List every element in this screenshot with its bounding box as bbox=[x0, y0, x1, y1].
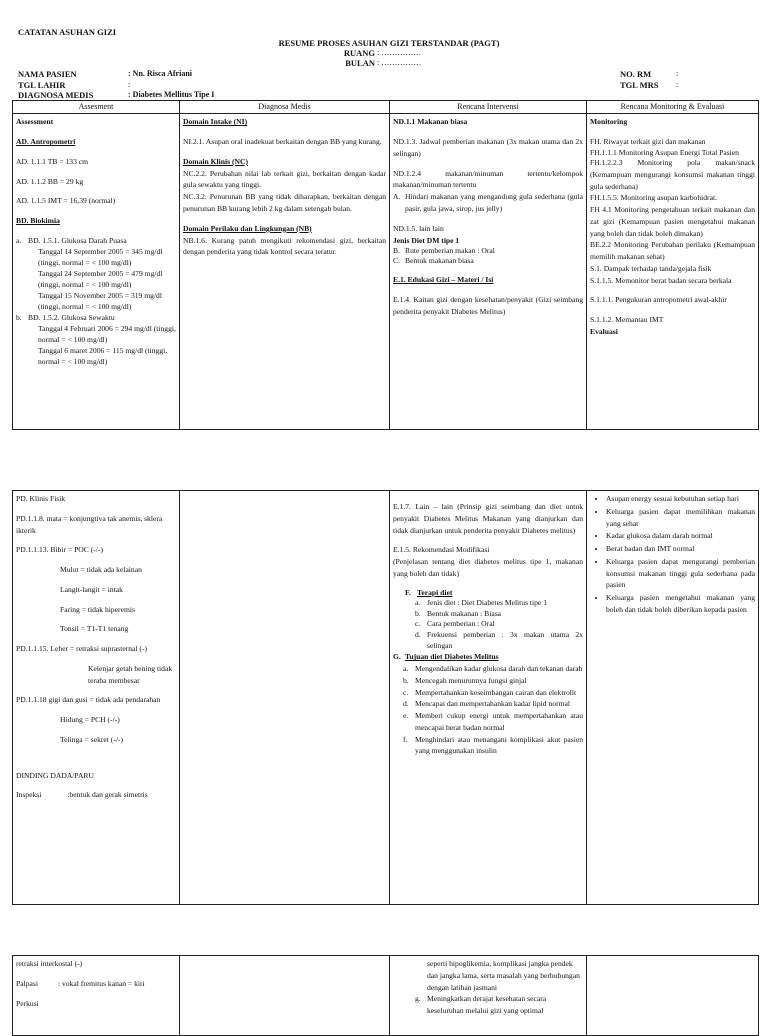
list-item: F. Terapi diet a. Jenis diet : Diet Diabetes Melitus tipe 1 b. Bentuk makanan : Biasa c. Cara pemberian : Oral d. Frekuensi pemberian : 3x makan utama 2x selingan bbox=[405, 587, 583, 650]
nama-pasien-label: NAMA PASIEN bbox=[18, 69, 77, 79]
table-header-row bbox=[13, 101, 759, 114]
pagt-table-section-1 bbox=[12, 100, 759, 430]
list-item: A. Hindari makanan yang mengandung gula sederhana (gula pasir, gula jawa, sirop, jus jelly) bbox=[393, 192, 583, 213]
klinis-fisik-cell bbox=[13, 491, 180, 905]
pd-langit: Langit-langit = intak bbox=[60, 584, 123, 594]
e-1-5-title: E.1.5. Rekomendasi Modifikasi bbox=[393, 545, 490, 555]
ni-text: NI.2.1. Asupan oral inadekuat berkaitan dengan BB yang kurang. bbox=[183, 137, 382, 147]
list-item: d. Mencapai dan mempertahankan kadar lipid normal bbox=[403, 699, 570, 709]
list-item: g. Meningkatkan derajat kesehatan secara keseluruhan melalui gizi yang optimal bbox=[415, 994, 547, 1016]
no-rm-label: NO. RM bbox=[620, 69, 652, 79]
ad-tb: AD. 1.1.1 TB = 133 cm bbox=[16, 156, 89, 166]
jenis-diet-title: Jenis Diet DM tipe 1 bbox=[393, 235, 460, 245]
list-item: a. Jenis diet : Diet Diabetes Melitus tipe 1 bbox=[415, 598, 548, 608]
table-row bbox=[13, 114, 759, 430]
pd-mata: PD.1.1.8. mata = konjungtiva tak anemis, sklera ikterik bbox=[16, 513, 163, 535]
empty-diagnosa-cell bbox=[180, 491, 390, 905]
list-item: b. Mencegah menurunnya fungsi ginjal bbox=[403, 675, 527, 685]
tgl-mrs-label: TGL MRS bbox=[620, 80, 659, 90]
retraksi-text: retraksi interkostal (-) bbox=[16, 959, 83, 968]
monitoring-cell bbox=[587, 114, 759, 430]
header-rencana-monitoring: Rencana Monitoring & Evaluasi bbox=[587, 101, 759, 114]
dinding-dada-title: DINDING DADA/PARU bbox=[16, 770, 94, 780]
edukasi-title: E.1. Edukasi Gizi – Materi / Isi bbox=[393, 275, 494, 284]
ruang-label: RUANG bbox=[343, 48, 375, 58]
ruang-value: : …………… bbox=[377, 48, 422, 57]
diagnosa-cell bbox=[180, 114, 390, 430]
evaluasi-cell bbox=[587, 491, 759, 905]
header-assesment: Assesment bbox=[13, 101, 180, 114]
evaluasi-list bbox=[590, 493, 755, 616]
e-1-4: E.1.4. Kaitan gizi dengan kesehatan/penyakit (Gizi seimbang penderita penyakit Diabetes Melitus) bbox=[393, 294, 583, 316]
ad-imt: AD. 1.1.5 IMT = 16,39 (normal) bbox=[16, 196, 116, 206]
list-item: b. BD. 1.5.2. Glukosa Sewaktu Tanggal 4 Februari 2006 = 294 mg/dl (tinggi, normal = < 100 mg/dl) Tanggal 6 maret 2006 = 115 mg/dl (tinggi, normal = < 100 mg/dl) bbox=[16, 312, 176, 366]
pd-tonsil: Tonsil = T1-T1 tenang bbox=[60, 624, 129, 634]
nama-pasien-value: : Nn. Risca Afriani bbox=[128, 69, 192, 78]
antropometri-title: AD. Antropometri bbox=[16, 137, 76, 147]
pd-leher: PD.1.1.15. Leher = retraksi suprasternal (-) bbox=[16, 644, 148, 654]
e-1-7: E.1.7. Lain – lain (Prinsip gizi seimbang dan diet untuk penyakit Diabetes Melitus Makanan yang dianjurkan dan tidak dianjurkan untuk penderita penyakit Diabetes melitus) bbox=[393, 502, 583, 535]
pd-telinga: Telinga = sekret (-/-) bbox=[60, 734, 123, 744]
be-2-2: BE.2.2 Monitoring Perubahan perilaku (Kemampuan memilih makanan sehat) bbox=[590, 240, 755, 262]
domain-perilaku-title: Domain Perilaku dan Lingkungan (NB) bbox=[183, 223, 312, 233]
header-diagnosa-medis: Diagnosa Medis bbox=[180, 101, 390, 114]
nc-text-2: NC.3.2. Penurunan BB yang tidak diharapkan, berkaitan dengan penurunan BB kurang lebih 2 kg dalam setengah bulan. bbox=[183, 192, 386, 213]
pd-kelenjar: Kelenjar getah bening tidak teraba membesar bbox=[88, 663, 173, 685]
no-rm-value: : bbox=[676, 69, 679, 78]
list-item: a. BD. 1.5.1. Glukosa Darah Puasa Tanggal 14 September 2005 = 345 mg/dl (tinggi, normal = < 100 mg/dl) Tanggal 24 September 2005 = 479 mg/dl (tinggi, normal = < 100 mg/dl) Tanggal 15 November 2005 = 319 mg/dl (tinggi, normal = < 100 mg/dl) bbox=[16, 235, 163, 311]
tgl-mrs-value: : bbox=[676, 80, 679, 89]
list-item: f. Menghindari atau menangani komplikasi akut pasien yang menggunakan insulin bbox=[403, 734, 583, 756]
nc-text-1: NC.2.2. Perubahan nilai lab terkait gizi, berkaitan dengan kadar gula sewaktu yang tinggi. bbox=[183, 168, 386, 190]
nd-1-2-4: ND.1.2.4 makanan/minuman tertentu/kelompok makanan/minuman tertentu bbox=[393, 168, 583, 190]
pagt-table-section-2 bbox=[12, 490, 759, 905]
bulan-label: BULAN bbox=[345, 58, 375, 68]
document-title: RESUME PROSES ASUHAN GIZI TERSTANDAR (PAGT) bbox=[278, 38, 500, 48]
inspeksi-row: Inspeksi :bentuk dan gerak simetris bbox=[16, 790, 148, 800]
pd-mulut: Mulut = tidak ada kelainan bbox=[60, 565, 142, 575]
s-1-1-1: S.1.1.1. Pengukuran antropometri awal-akhir bbox=[590, 295, 727, 305]
domain-klinis-title: Domain Klinis (NC) bbox=[183, 156, 248, 166]
list-item: a. Mengendalikan kadar glukosa darah dan tekanan darah bbox=[403, 664, 583, 674]
fh-title: FH. Riwayat terkait gizi dan makanan bbox=[590, 137, 706, 147]
diagnosa-medis-label: DIAGNOSA MEDIS bbox=[18, 90, 94, 100]
list-item: G. Tujuan diet Diabetes Melitus a. Mengendalikan kadar glukosa darah dan tekanan darah b. Mencegah menurunnya fungsi ginjal c. Mempertahankan keseimbangan cairan dan elektrolit d. Mencapai dan mempertahankan kadar lipid normal e. Memberi cukup energi untuk mempertahankan atau mencapai berat badan normal f. Menghindari atau menangani komplikasi akut pasien yang menggunakan insulin bbox=[393, 652, 583, 756]
assessment-cell bbox=[13, 114, 180, 430]
intervensi-cell bbox=[390, 114, 587, 430]
nd-1-3: ND.1.3. Jadwal pemberian makanan (3x makan utama dan 2x selingan) bbox=[393, 137, 583, 158]
evaluasi-item: • Kadar glukosa dalam darah normal bbox=[606, 530, 755, 542]
evaluasi-item: • Asupan energy sesuai kebutuhan setiap hari bbox=[606, 493, 755, 505]
evaluasi-item: • Keluarga pasien dapat memilihkan makanan yang sehat bbox=[606, 506, 755, 530]
tgl-lahir-label: TGL LAHIR bbox=[18, 80, 66, 90]
diagnosa-medis-value: : Diabetes Mellitus Tipe I bbox=[128, 90, 215, 99]
tgl-lahir-value: : bbox=[128, 80, 131, 89]
list-item: c. Mempertahankan keseimbangan cairan dan elektrolit bbox=[403, 687, 577, 697]
evaluasi-title: Evaluasi bbox=[590, 326, 618, 336]
list-item: B. Rute pemberian makan : Oral bbox=[393, 246, 495, 256]
evaluasi-item: • Berat badan dan IMT normal bbox=[606, 543, 755, 555]
fh-4-1: FH 4.1 Monitoring pengetahuan terkait makanan dan zat gizi (Kemampuan pasien mengetahui makanan yang boleh dan tidak boleh dimakan) bbox=[590, 205, 755, 238]
pd-hidung: Hidung = PCH (-/-) bbox=[60, 715, 120, 725]
pd-bibir: PD.1.1.13. Bibir = POC (-/-) bbox=[16, 545, 103, 555]
s-1-1-2: S.1.1.2. Memantau IMT bbox=[590, 315, 664, 325]
list-item: C. Bentuk makanan biasa bbox=[393, 256, 474, 266]
biokimia-title: BD. Biokimia bbox=[16, 216, 60, 226]
monitoring-title: Monitoring bbox=[590, 117, 628, 127]
evaluasi-item: • Keluarga pasien dapat mengurangi pemberian konsumsi makanan tinggi gula sederhana pada pasien bbox=[606, 556, 755, 591]
s-1-1-5: S.1.1.5. Memonitor berat badan secara berkala bbox=[590, 275, 732, 285]
bulan-value: : …………… bbox=[377, 58, 422, 67]
pd-gigi: PD.1.1.18 gigi dan gusi = tidak ada pendarahan bbox=[16, 695, 161, 705]
assessment-title: Assessment bbox=[16, 117, 54, 127]
perkusi-label: Perkusi bbox=[16, 998, 39, 1008]
domain-intake-title: Domain Intake (NI) bbox=[183, 117, 248, 127]
fh-1-2-2-3: FH.1.2.2.3 Monitoring pola makan/snack (Kemampuan mengurangi konsumsi makanan tinggi gula sederhana) bbox=[590, 158, 755, 191]
pd-klinis-fisik-title: PD. Klinis Fisik bbox=[16, 494, 66, 503]
tujuan-diet-continued: seperti hipoglikemia, komplikasi jangka pendek dan jangka lama, serta masalah yang berhubungan dengan latihan jasmani bbox=[427, 959, 580, 992]
e-1-5-text: (Penjelasan tentang diet diabetes melitus tipe 1, makanan yang boleh dan tidak) bbox=[393, 557, 583, 578]
fh-1-1-1: FH.1.1.1 Monitoring Asupan Energi Total Pasien bbox=[590, 147, 739, 157]
edukasi-lanjutan-cell bbox=[390, 491, 587, 905]
s-1: S.1. Dampak terhadap tanda/gejala fisik bbox=[590, 263, 712, 273]
list-item: e. Memberi cukup energi untuk mempertahankan atau mencapai berat badan normal bbox=[403, 711, 583, 732]
pd-faring: Faring = tidak hiperemis bbox=[60, 604, 135, 614]
evaluasi-item: • Keluarga pasien mengetahui makanan yang boleh dan tidak boleh diberikan kepada pasien bbox=[606, 592, 755, 616]
nd-1-1: ND.1.1 Makanan biasa bbox=[393, 117, 468, 127]
nb-text: NB.1.6. Kurang patuh mengikuti rekomendasi gizi, berkaitan dengan penderita yang tidak kontrol secara teratur. bbox=[183, 235, 386, 257]
ad-bb: AD. 1.1.2 BB = 29 kg bbox=[16, 176, 84, 186]
list-item: c. Cara pemberian : Oral bbox=[415, 619, 495, 629]
table-row bbox=[13, 491, 759, 905]
header-rencana-intervensi: Rencana Intervensi bbox=[390, 101, 587, 114]
fh-1-5-5: FH.1.5.5. Monitoring asupan karbohidrat. bbox=[590, 193, 717, 203]
list-item: d. Frekuensi pemberian : 3x makan utama 2x selingan bbox=[415, 630, 583, 650]
palpasi-row: Palpasi : vokal fremitus kanan = kiri bbox=[16, 978, 145, 988]
list-item: b. Bentuk makanan : Biasa bbox=[415, 608, 502, 618]
nd-1-5: ND.1.5. lain lain bbox=[393, 223, 444, 233]
document-left-title: CATATAN ASUHAN GIZI bbox=[18, 27, 117, 37]
